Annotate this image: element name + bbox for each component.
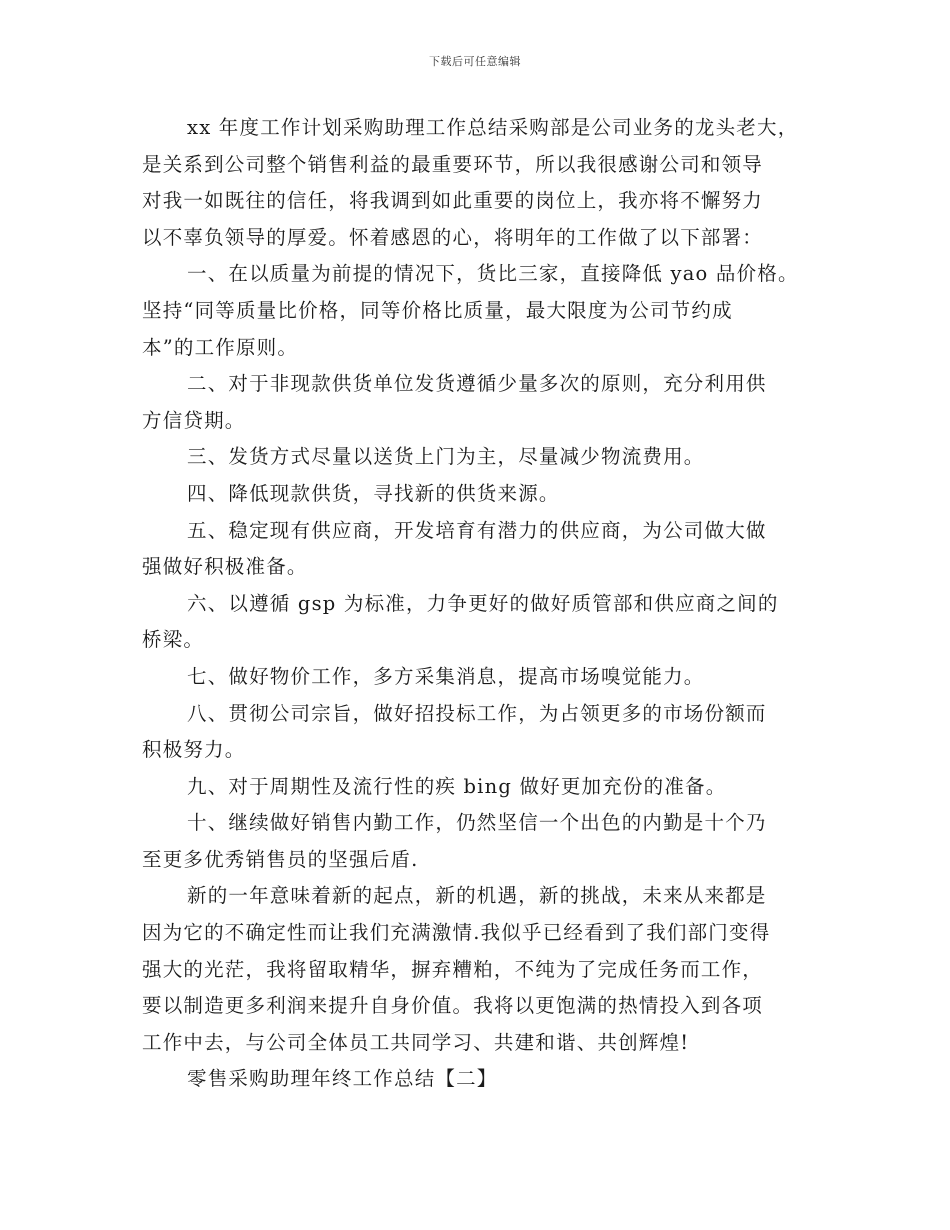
text-line: xx 年度工作计划采购助理工作总结采购部是公司业务的龙头老大， — [187, 116, 799, 139]
text-line: 工作中去，与公司全体员工共同学习、共建和谐、共创辉煌! — [142, 1030, 690, 1054]
text-line: 要以制造更多利润来提升自身价值。我将以更饱满的热情投入到各项 — [142, 994, 764, 1018]
paragraph-intro — [142, 110, 810, 256]
text-line: 坚持“同等质量比价格，同等价格比质量，最大限度为公司节约成 — [142, 298, 733, 322]
text-line: 七、做好物价工作，多方采集消息，提高市场嗅觉能力。 — [187, 664, 705, 688]
paragraph-item-7 — [142, 659, 810, 696]
text-line: 零售采购助理年终工作总结【二】 — [187, 1067, 498, 1091]
text-line: 九、对于周期性及流行性的疾 bing 做好更加充份的准备。 — [187, 774, 727, 798]
text-line: 三、发货方式尽量以送货上门为主，尽量减少物流费用。 — [187, 445, 705, 469]
text-line: 因为它的不确定性而让我们充满激情.我似乎已经看到了我们部门变得 — [142, 921, 771, 945]
text-line: 四、降低现款供货，寻找新的供货来源。 — [187, 481, 560, 505]
paragraph-item-5 — [142, 513, 810, 586]
text-line: 一、在以质量为前提的情况下，货比三家，直接降低 yao 品价格。 — [187, 262, 799, 286]
paragraph-item-10 — [142, 805, 810, 878]
text-line: 方信贷期。 — [142, 408, 246, 432]
paragraph-item-3 — [142, 439, 810, 476]
text-line: 是关系到公司整个销售利益的最重要环节，所以我很感谢公司和领导 — [142, 152, 764, 176]
paragraph-item-4 — [142, 476, 810, 513]
text-line: 十、继续做好销售内勤工作，仍然坚信一个出色的内勤是十个乃 — [187, 811, 767, 835]
text-line: 至更多优秀销售员的坚强后盾. — [142, 847, 419, 871]
text-line: 积极努力。 — [142, 738, 246, 762]
text-line: 以不辜负领导的厚爱。怀着感恩的心，将明年的工作做了以下部署： — [142, 225, 764, 249]
text-line: 桥梁。 — [142, 628, 205, 652]
text-line: 本”的工作原则。 — [142, 335, 299, 359]
paragraph-item-9 — [142, 769, 810, 806]
paragraph-conclusion — [142, 878, 810, 1061]
paragraph-item-1 — [142, 256, 810, 366]
paragraph-item-2 — [142, 366, 810, 439]
text-line: 五、稳定现有供应商，开发培育有潜力的供应商，为公司做大做 — [187, 518, 767, 542]
section-heading — [142, 1061, 810, 1098]
paragraph-item-8 — [142, 696, 810, 769]
text-line: 强大的光茫，我将留取精华，摒弃糟粕，不纯为了完成任务而工作， — [142, 957, 764, 981]
text-line: 八、贯彻公司宗旨，做好招投标工作，为占领更多的市场份额而 — [187, 701, 767, 725]
page-header-note: 下载后可任意编辑 — [429, 55, 521, 68]
text-line: 新的一年意味着新的起点，新的机遇，新的挑战，未来从来都是 — [187, 884, 767, 908]
document-body — [142, 110, 810, 1098]
text-line: 对我一如既往的信任，将我调到如此重要的岗位上，我亦将不懈努力 — [142, 189, 764, 213]
text-line: 强做好积极准备。 — [142, 555, 308, 579]
text-line: 二、对于非现款供货单位发货遵循少量多次的原则，充分利用供 — [187, 372, 767, 396]
paragraph-item-6 — [142, 586, 810, 659]
text-line: 六、以遵循 gsp 为标准，力争更好的做好质管部和供应商之间的 — [187, 591, 779, 615]
